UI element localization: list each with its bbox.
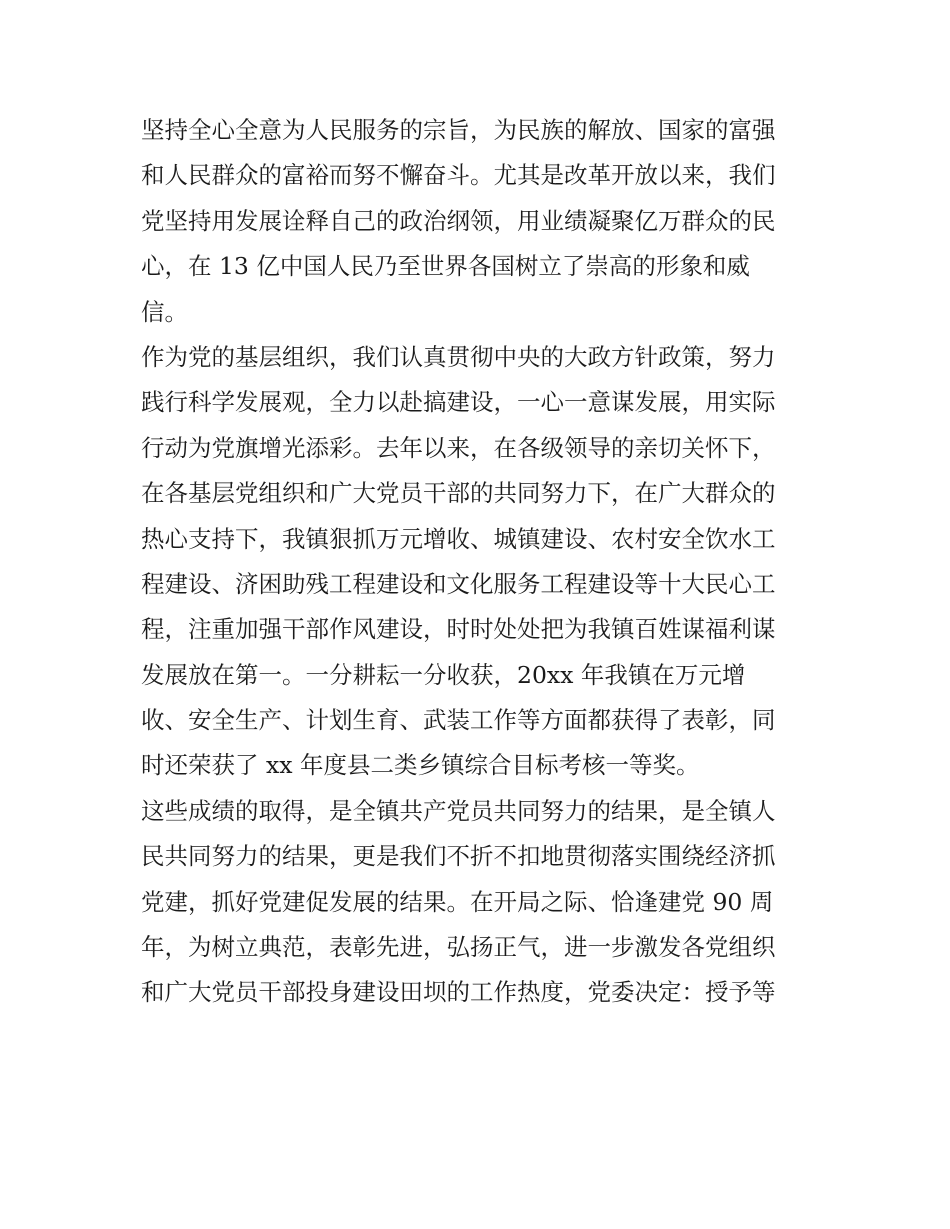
text-line: 和广大党员干部投身建设田坝的工作热度，党委决定：授予等: [141, 978, 776, 1007]
text-line: 心，在 13 亿中国人民乃至世界各国树立了崇高的形象和威: [141, 252, 750, 281]
document-body: [141, 108, 821, 1016]
text-line: 和人民群众的富裕而努不懈奋斗。尤其是改革开放以来，我们: [141, 161, 776, 190]
text-line: 民共同努力的结果，更是我们不折不扣地贯彻落实围绕经济抓: [141, 842, 776, 871]
text-line: 坚持全心全意为人民服务的宗旨，为民族的解放、国家的富强: [141, 116, 776, 144]
text-line: 程，注重加强干部作风建设，时时处处把为我镇百姓谋福利谋: [141, 615, 776, 644]
text-line: 热心支持下，我镇狠抓万元增收、城镇建设、农村安全饮水工: [141, 524, 776, 553]
text-line: 作为党的基层组织，我们认真贯彻中央的大政方针政策，努力: [141, 342, 776, 371]
text-line: 信。: [141, 297, 188, 326]
text-line: 行动为党旗增光添彩。去年以来，在各级领导的亲切关怀下，: [141, 433, 776, 462]
text-line: 时还荣获了 xx 年度县二类乡镇综合目标考核一等奖。: [141, 751, 700, 780]
text-line: 党建，抓好党建促发展的结果。在开局之际、恰逢建党 90 周: [141, 887, 774, 916]
text-line: 程建设、济困助残工程建设和文化服务工程建设等十大民心工: [141, 569, 776, 598]
text-line: 发展放在第一。一分耕耘一分收获，20xx 年我镇在万元增: [141, 660, 746, 689]
text-line: 这些成绩的取得，是全镇共产党员共同努力的结果，是全镇人: [141, 796, 776, 825]
text-line: 践行科学发展观，全力以赴搞建设，一心一意谋发展，用实际: [141, 388, 776, 417]
text-line: 收、安全生产、计划生育、武装工作等方面都获得了表彰，同: [141, 706, 776, 735]
text-line: 年，为树立典范，表彰先进，弘扬正气，进一步激发各党组织: [141, 933, 776, 962]
text-line: 在各基层党组织和广大党员干部的共同努力下，在广大群众的: [141, 479, 776, 508]
text-line: 党坚持用发展诠释自己的政治纲领，用业绩凝聚亿万群众的民: [141, 206, 776, 235]
